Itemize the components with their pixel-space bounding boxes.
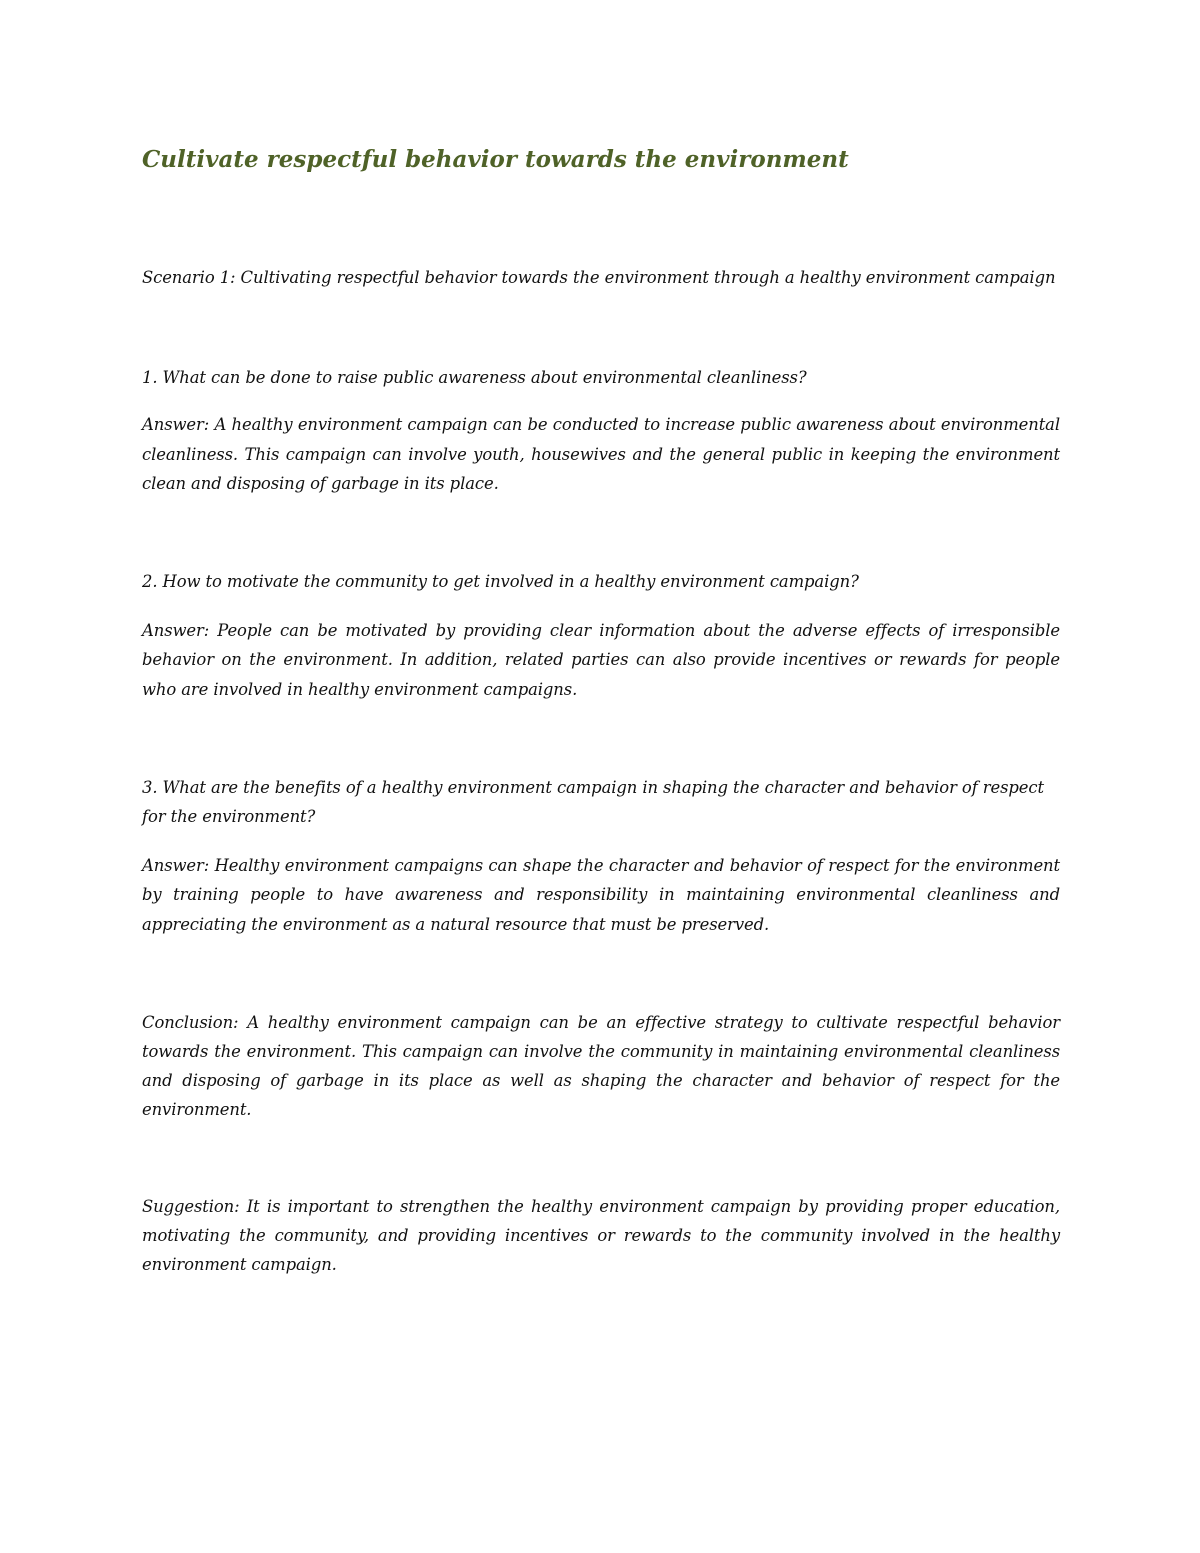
question-1: 1. What can be done to raise public awareness about environmental cleanliness? — [142, 368, 807, 388]
question-2: 2. How to motivate the community to get involved in a healthy environment campaign? — [142, 572, 859, 592]
answer-3: Answer: Healthy environment campaigns can shape the character and behavior of respect for the environment by training people to have awareness and responsibility in maintaining environmental cleanliness and appreciating the environment as a natural resource that must be preserved. — [142, 856, 1060, 934]
answer-1: Answer: A healthy environment campaign can be conducted to increase public awareness about environmental cleanliness. This campaign can involve youth, housewives and the general public in keeping the environment clean and disposing of garbage in its place. — [142, 415, 1060, 493]
document-title: Cultivate respectful behavior towards the environment — [142, 146, 849, 173]
scenario-heading: Scenario 1: Cultivating respectful behavior towards the environment through a healthy environment campaign — [142, 268, 1056, 287]
document-body — [142, 140, 1060, 1279]
suggestion-paragraph: Suggestion: It is important to strengthen the healthy environment campaign by providing proper education, motivating the community, and providing incentives or rewards to the community involved in the healthy environment campaign. — [142, 1196, 1060, 1275]
answer-2: Answer: People can be motivated by providing clear information about the adverse effects of irresponsible behavior on the environment. In addition, related parties can also provide incentives or rewards for people who are involved in healthy environment campaigns. — [142, 621, 1060, 699]
conclusion-paragraph: Conclusion: A healthy environment campaign can be an effective strategy to cultivate respectful behavior towards the environment. This campaign can involve the community in maintaining environmental cleanliness and disposing of garbage in its place as well as shaping the character and behavior of respect for the environment. — [142, 1012, 1060, 1120]
question-3: 3. What are the benefits of a healthy environment campaign in shaping the character and behavior of respect for the environment? — [142, 777, 1044, 827]
